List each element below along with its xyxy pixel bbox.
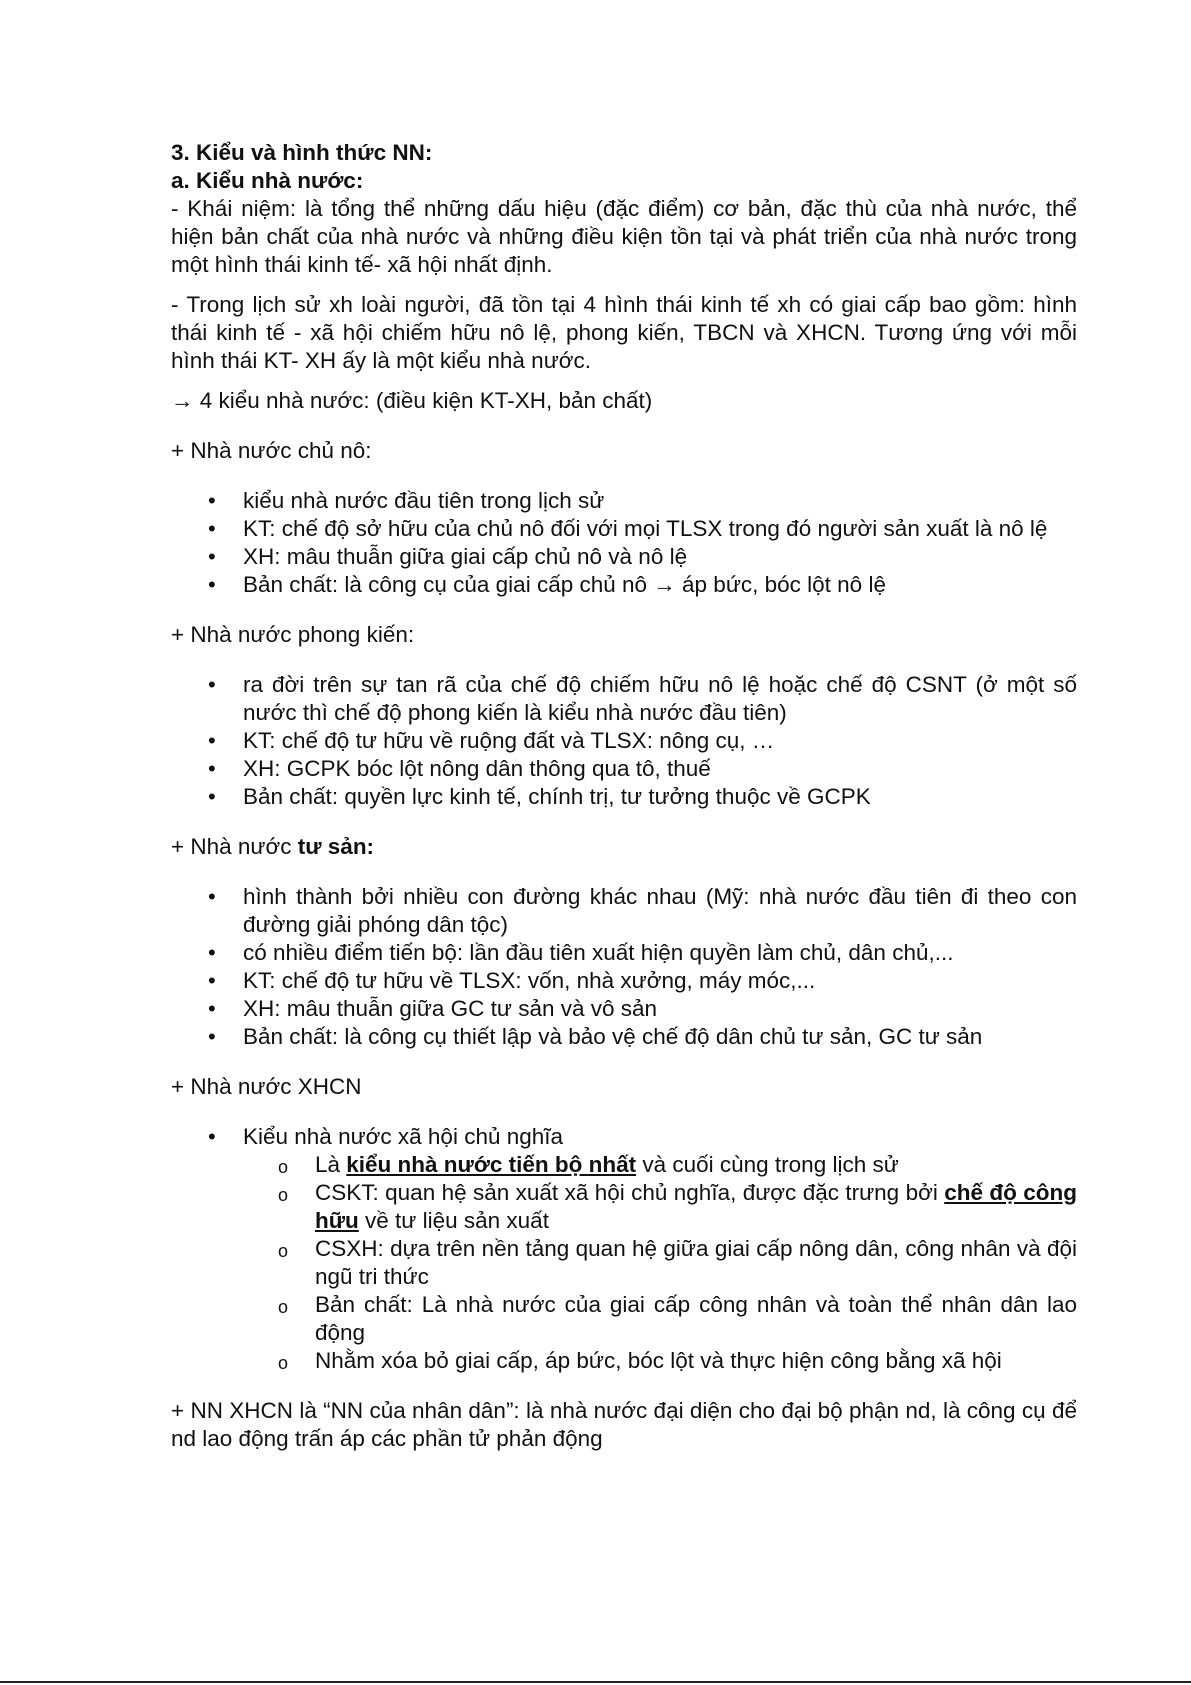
list-item: • XH: GCPK bóc lột nông dân thông qua tô, thuế [208, 756, 711, 781]
bullet-icon: • [208, 544, 216, 569]
list-item: • KT: chế độ tư hữu về ruộng đất và TLSX: nông cụ, … [208, 728, 775, 753]
definition-paragraph: - Khái niệm: là tổng thể những dấu hiệu (đặc điểm) cơ bản, đặc thù của nhà nước, thể hiện bản chất của nhà nước và những điều kiện tồn tại và phát triển của nhà nước trong một hình thái kinh tế- xã hội nhất định. [171, 196, 1077, 277]
bullet-icon: • [208, 728, 216, 753]
circle-bullet-icon: o [278, 1241, 289, 1261]
chu-no-title: + Nhà nước chủ nô: [171, 438, 372, 463]
list-item: • Bản chất: quyền lực kinh tế, chính trị, tư tưởng thuộc về GCPK [208, 784, 871, 809]
circle-bullet-icon: o [278, 1157, 289, 1177]
bullet-icon: • [208, 572, 216, 597]
bullet-icon: • [208, 1124, 216, 1149]
xhcn-list [171, 1123, 1077, 1375]
circle-bullet-icon: o [278, 1185, 289, 1205]
circle-bullet-icon: o [278, 1353, 289, 1373]
page-bottom-rule [0, 1681, 1191, 1683]
list-item: • KT: chế độ tư hữu về TLSX: vốn, nhà xưởng, máy móc,... [208, 968, 816, 993]
tu-san-list [171, 883, 1077, 1051]
list-item: • Bản chất: là công cụ thiết lập và bảo vệ chế độ dân chủ tư sản, GC tư sản [208, 1024, 983, 1049]
tu-san-title: + Nhà nước tư sản: [171, 834, 375, 859]
list-item: • XH: mâu thuẫn giữa giai cấp chủ nô và nô lệ [208, 544, 688, 569]
bullet-icon: • [208, 516, 216, 541]
bullet-icon: • [208, 784, 216, 809]
bullet-icon: • [208, 884, 216, 909]
bullet-icon: • [208, 1024, 216, 1049]
four-types-line: → 4 kiểu nhà nước: (điều kiện KT-XH, bản chất) [171, 388, 653, 413]
section-heading: 3. Kiểu và hình thức NN: [171, 140, 433, 165]
list-item: • XH: mâu thuẫn giữa GC tư sản và vô sản [208, 996, 658, 1021]
subsection-heading: a. Kiểu nhà nước: [171, 168, 364, 193]
list-item: • kiểu nhà nước đầu tiên trong lịch sử [208, 488, 605, 513]
bullet-icon: • [208, 672, 216, 697]
sub-list-item: o Là kiểu nhà nước tiến bộ nhất và cuối cùng trong lịch sử [171, 1151, 1077, 1179]
bullet-icon: • [208, 996, 216, 1021]
bullet-icon: • [208, 488, 216, 513]
list-item: • có nhiều điểm tiến bộ: lần đầu tiên xuất hiện quyền làm chủ, dân chủ,... [208, 940, 954, 965]
list-item: • ra đời trên sự tan rã của chế độ chiếm hữu nô lệ hoặc chế độ CSNT (ở một số nước thì chế độ phong kiến là kiểu nhà nước đầu tiên) [208, 672, 1077, 725]
phong-kien-list [171, 671, 1077, 811]
list-item: • Kiểu nhà nước xã hội chủ nghĩa o Là kiểu nhà nước tiến bộ nhất và cuối cùng trong lịch sử o CSKT: quan hệ sản xuất xã hội chủ nghĩa, được đặc trưng bởi chế độ công hữu về tư liệu sản xuất o CSXH: dựa trên nền tảng quan hệ giữa giai cấp nông dân, công nhân và đội ngũ tri thức o Bản chất: Là nhà nước của giai cấp công nhân và toàn thể nhân dân lao động o Nhằm xóa bỏ giai cấp, áp bức, bóc lột và thực hiện công bằng xã hội [171, 1123, 1077, 1375]
list-item: • hình thành bởi nhiều con đường khác nhau (Mỹ: nhà nước đầu tiên đi theo con đường giải phóng dân tộc) [208, 884, 1077, 937]
bullet-icon: • [208, 756, 216, 781]
xhcn-title: + Nhà nước XHCN [171, 1074, 362, 1099]
phong-kien-title: + Nhà nước phong kiến: [171, 622, 415, 647]
circle-bullet-icon: o [278, 1297, 289, 1317]
sub-list-item: o CSKT: quan hệ sản xuất xã hội chủ nghĩa, được đặc trưng bởi chế độ công hữu về tư liệu sản xuất [278, 1180, 1077, 1233]
xhcn-sublist [243, 1151, 1077, 1375]
bullet-icon: • [208, 940, 216, 965]
list-item: • KT: chế độ sở hữu của chủ nô đối với mọi TLSX trong đó người sản xuất là nô lệ [208, 516, 1048, 541]
sub-list-item: o Nhằm xóa bỏ giai cấp, áp bức, bóc lột và thực hiện công bằng xã hội [171, 1347, 1077, 1375]
sub-list-item: o Bản chất: Là nhà nước của giai cấp công nhân và toàn thể nhân dân lao động [278, 1292, 1077, 1345]
final-paragraph: + NN XHCN là “NN của nhân dân”: là nhà nước đại diện cho đại bộ phận nd, là công cụ để nd lao động trấn áp các phần tử phản động [171, 1398, 1077, 1451]
list-item: • Bản chất: là công cụ của giai cấp chủ nô → áp bức, bóc lột nô lệ [208, 572, 886, 597]
chu-no-list [171, 487, 1077, 599]
sub-list-item: o CSXH: dựa trên nền tảng quan hệ giữa giai cấp nông dân, công nhân và đội ngũ tri thức [278, 1236, 1077, 1289]
document-page [171, 139, 1077, 1453]
history-paragraph: - Trong lịch sử xh loài người, đã tồn tại 4 hình thái kinh tế xh có giai cấp bao gồm: hình thái kinh tế - xã hội chiếm hữu nô lệ, phong kiến, TBCN và XHCN. Tương ứng với mỗi hình thái KT- XH ấy là một kiểu nhà nước. [171, 292, 1077, 373]
bullet-icon: • [208, 968, 216, 993]
